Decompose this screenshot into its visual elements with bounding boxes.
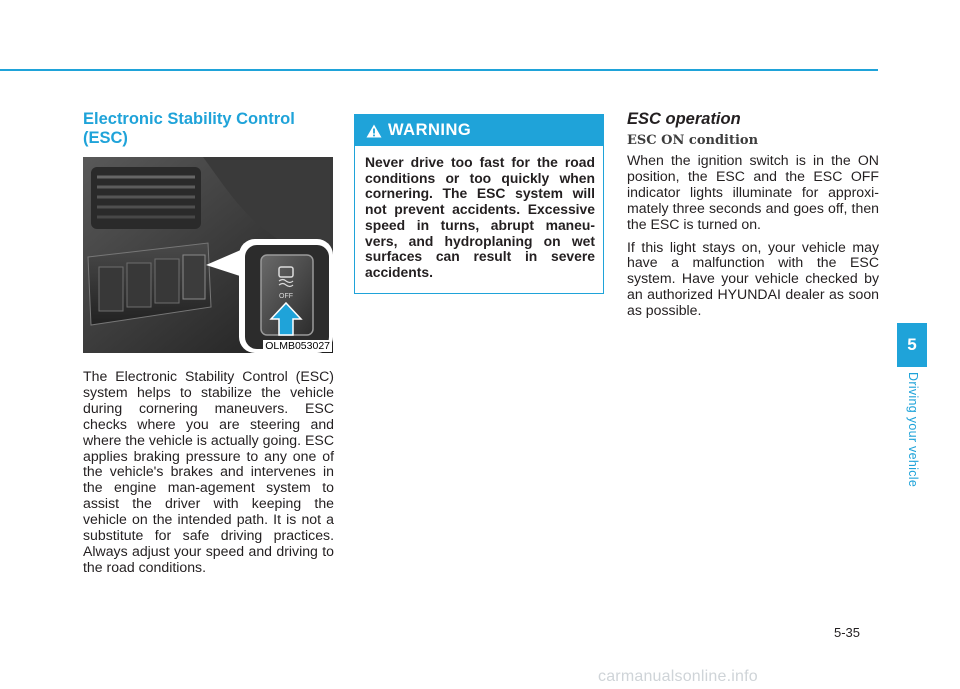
operation-paragraph: When the ignition switch is in the ON position, the ESC and the ESC OFF indicator lights illuminate for approxi-mately three seconds and goes off, then the ESC is turned on. <box>627 152 879 232</box>
warning-triangle-icon <box>366 124 382 138</box>
operation-subtitle: ESC ON condition <box>627 133 759 148</box>
section-title: Electronic Stability Control (ESC) <box>83 110 295 147</box>
chapter-label: Driving your vehicle <box>906 372 920 488</box>
warning-header <box>355 115 603 146</box>
chapter-number-tab: 5 <box>897 323 927 367</box>
watermark: carmanualsonline.info <box>598 668 758 685</box>
warning-box <box>354 114 604 294</box>
intro-paragraph: The Electronic Stability Control (ESC) system helps to stabilize the vehicle during cornering maneuvers. ESC checks where you are steering and where the vehicle is actually going. ESC applies braking pressure to any one of the vehicle's brakes and intervenes in the engine man-agement system to assist the driver with keeping the vehicle on the intended path. It is not a substitute for safe driving practices. Always adjust your speed and driving to the road conditions. <box>83 368 334 575</box>
esc-button-photo <box>83 157 333 353</box>
warning-text: Never drive too fast for the road conditions or too quickly when cornering. The ESC system will not prevent accidents. Excessive speed in turns, abrupt maneu-vers, and hydroplaning on wet surfaces can result in severe accidents. <box>365 154 595 280</box>
header-rule <box>0 69 878 71</box>
operation-body <box>627 153 879 326</box>
page-number: 5-35 <box>834 625 861 640</box>
button-off-label: OFF <box>279 293 293 300</box>
operation-paragraph: If this light stays on, your vehicle may have a malfunction with the ESC system. Have your vehicle checked by an authorized HYUNDAI dealer as soon as possible. <box>627 238 879 319</box>
operation-title: ESC operation <box>627 110 741 128</box>
warning-title: WARNING <box>388 121 472 139</box>
dashboard-illustration <box>83 157 333 353</box>
figure-code: OLMB053027 <box>265 340 330 352</box>
